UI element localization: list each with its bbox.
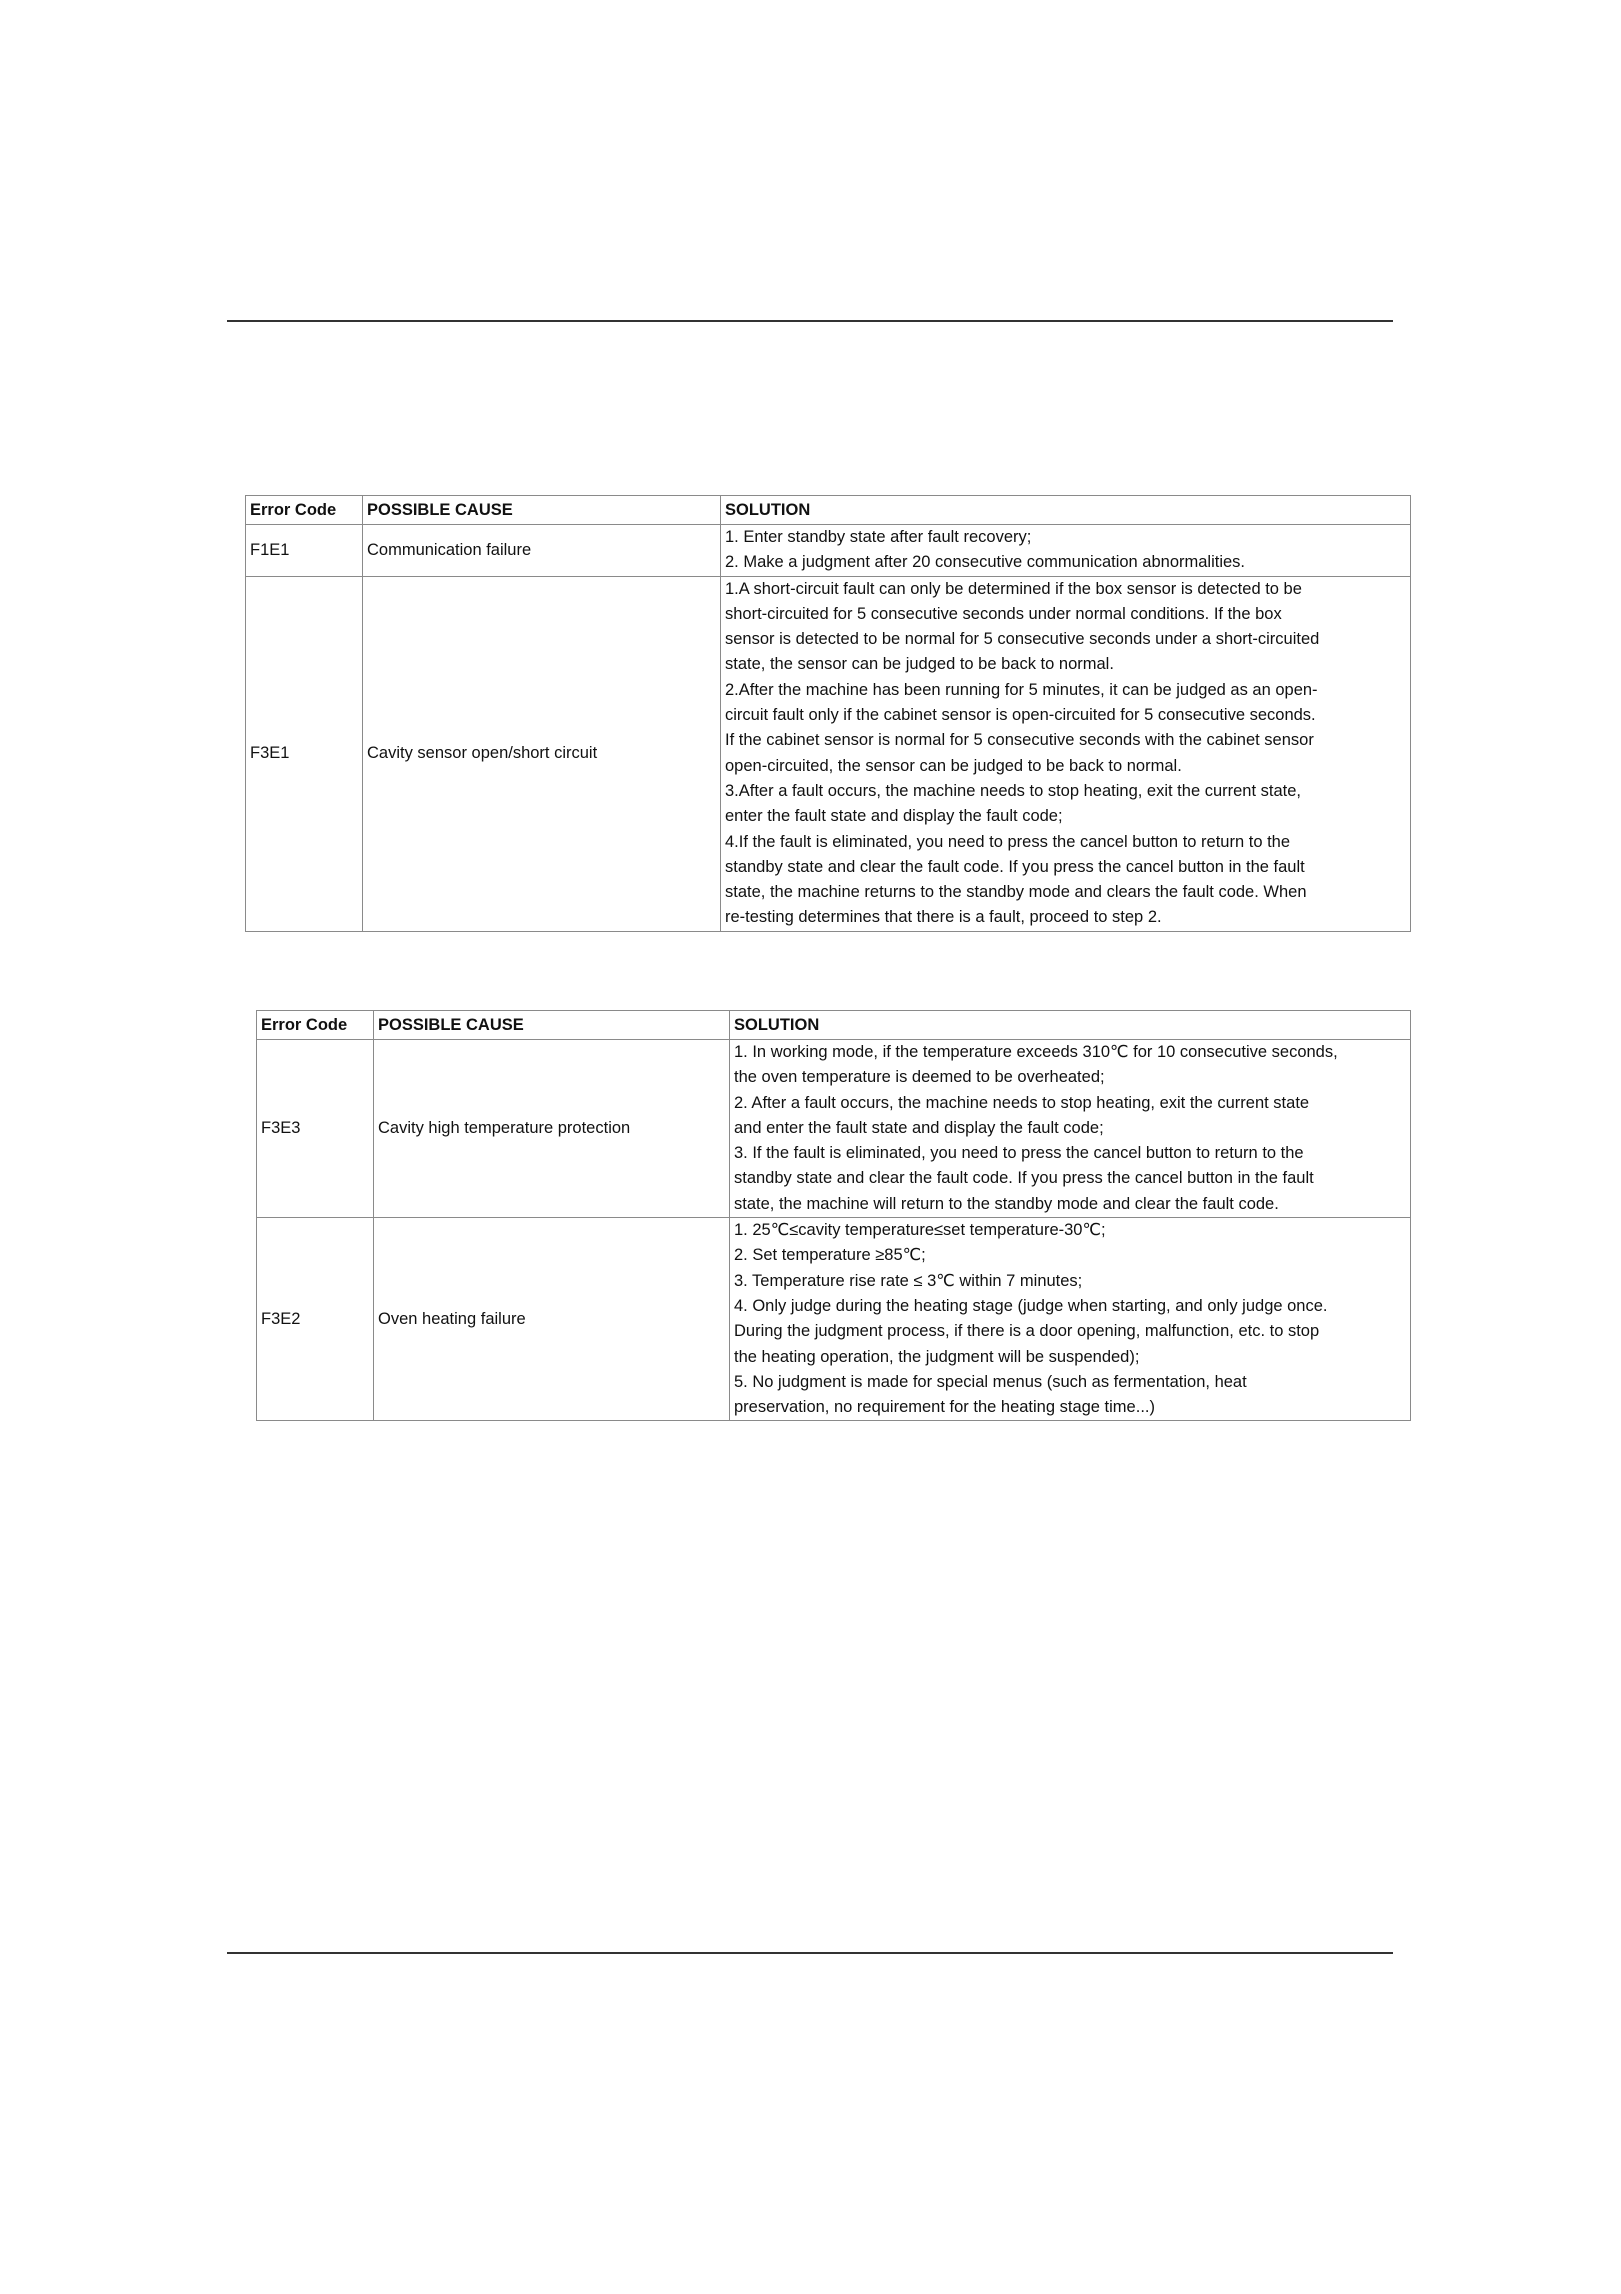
footer-rule [227, 1952, 1393, 1954]
solution-line: and enter the fault state and display the fault code; [734, 1118, 1104, 1137]
solution-line: the oven temperature is deemed to be overheated; [734, 1068, 1105, 1087]
table-header-row [257, 1011, 1411, 1040]
solution-line: re-testing determines that there is a fault, proceed to step 2. [725, 908, 1162, 927]
solution-line: the heating operation, the judgment will be suspended); [734, 1347, 1140, 1366]
solution-line: short-circuited for 5 consecutive seconds under normal conditions. If the box [725, 604, 1282, 623]
solution-line: 2. Set temperature ≥85℃; [734, 1246, 926, 1265]
solution-line: 2. After a fault occurs, the machine needs to stop heating, exit the current state [734, 1093, 1310, 1112]
solution-line: 2.After the machine has been running for 5 minutes, it can be judged as an open- [725, 680, 1318, 699]
solution-line: 1. In working mode, if the temperature exceeds 310℃ for 10 consecutive seconds, [734, 1043, 1338, 1061]
solution-line: state, the machine returns to the standby mode and clears the fault code. When [725, 883, 1307, 902]
cause-cell: Oven heating failure [374, 1218, 730, 1421]
solution-line: 3.After a fault occurs, the machine needs to stop heating, exit the current state, [725, 781, 1301, 800]
table-row [246, 576, 1411, 931]
solution-line: open-circuited, the sensor can be judged to be back to normal. [725, 756, 1182, 775]
header-error-code: Error Code [257, 1011, 374, 1040]
error-code-cell: F3E1 [246, 576, 363, 931]
header-possible-cause: POSSIBLE CAUSE [374, 1011, 730, 1040]
solution-line: state, the sensor can be judged to be back to normal. [725, 655, 1114, 674]
table-row [257, 1040, 1411, 1218]
header-solution: SOLUTION [730, 1011, 1411, 1040]
solution-line: 3. If the fault is eliminated, you need to press the cancel button to return to the [734, 1144, 1304, 1163]
cause-cell: Communication failure [363, 525, 721, 577]
solution-line: 5. No judgment is made for special menus (such as fermentation, heat [734, 1372, 1247, 1391]
solution-line: standby state and clear the fault code. If you press the cancel button in the fault [734, 1169, 1314, 1188]
solution-cell [730, 1218, 1411, 1421]
solution-line: preservation, no requirement for the heating stage time...) [734, 1398, 1155, 1417]
solution-line: 4. Only judge during the heating stage (judge when starting, and only judge once. [734, 1296, 1328, 1315]
table-row [257, 1218, 1411, 1421]
cause-cell: Cavity high temperature protection [374, 1040, 730, 1218]
solution-line: If the cabinet sensor is normal for 5 consecutive seconds with the cabinet sensor [725, 731, 1314, 750]
solution-line: circuit fault only if the cabinet sensor is open-circuited for 5 consecutive seconds. [725, 706, 1316, 725]
error-code-cell: F3E2 [257, 1218, 374, 1421]
solution-line: standby state and clear the fault code. If you press the cancel button in the fault [725, 857, 1305, 876]
solution-line: 4.If the fault is eliminated, you need to press the cancel button to return to the [725, 832, 1291, 851]
solution-line: 1. 25℃≤cavity temperature≤set temperature-30℃; [734, 1221, 1106, 1240]
solution-cell [730, 1040, 1411, 1218]
header-rule [227, 320, 1393, 322]
solution-line: sensor is detected to be normal for 5 consecutive seconds under a short-circuited [725, 630, 1320, 649]
solution-line: 3. Temperature rise rate ≤ 3℃ within 7 minutes; [734, 1271, 1083, 1290]
header-error-code: Error Code [246, 496, 363, 525]
solution-line: 1. Enter standby state after fault recovery; [725, 528, 1032, 546]
header-solution: SOLUTION [721, 496, 1411, 525]
header-possible-cause: POSSIBLE CAUSE [363, 496, 721, 525]
solution-cell [721, 576, 1411, 931]
error-code-table-2 [256, 1010, 1411, 1421]
cause-cell: Cavity sensor open/short circuit [363, 576, 721, 931]
solution-line: During the judgment process, if there is a door opening, malfunction, etc. to stop [734, 1322, 1320, 1341]
solution-cell [721, 525, 1411, 577]
table-header-row [246, 496, 1411, 525]
error-code-cell: F1E1 [246, 525, 363, 577]
solution-line: enter the fault state and display the fault code; [725, 807, 1063, 826]
solution-line: 2. Make a judgment after 20 consecutive communication abnormalities. [725, 553, 1246, 572]
error-code-cell: F3E3 [257, 1040, 374, 1218]
solution-line: 1.A short-circuit fault can only be determined if the box sensor is detected to be [725, 579, 1302, 598]
table-row [246, 525, 1411, 577]
solution-line: state, the machine will return to the standby mode and clear the fault code. [734, 1194, 1279, 1213]
error-code-table-1 [245, 495, 1411, 932]
